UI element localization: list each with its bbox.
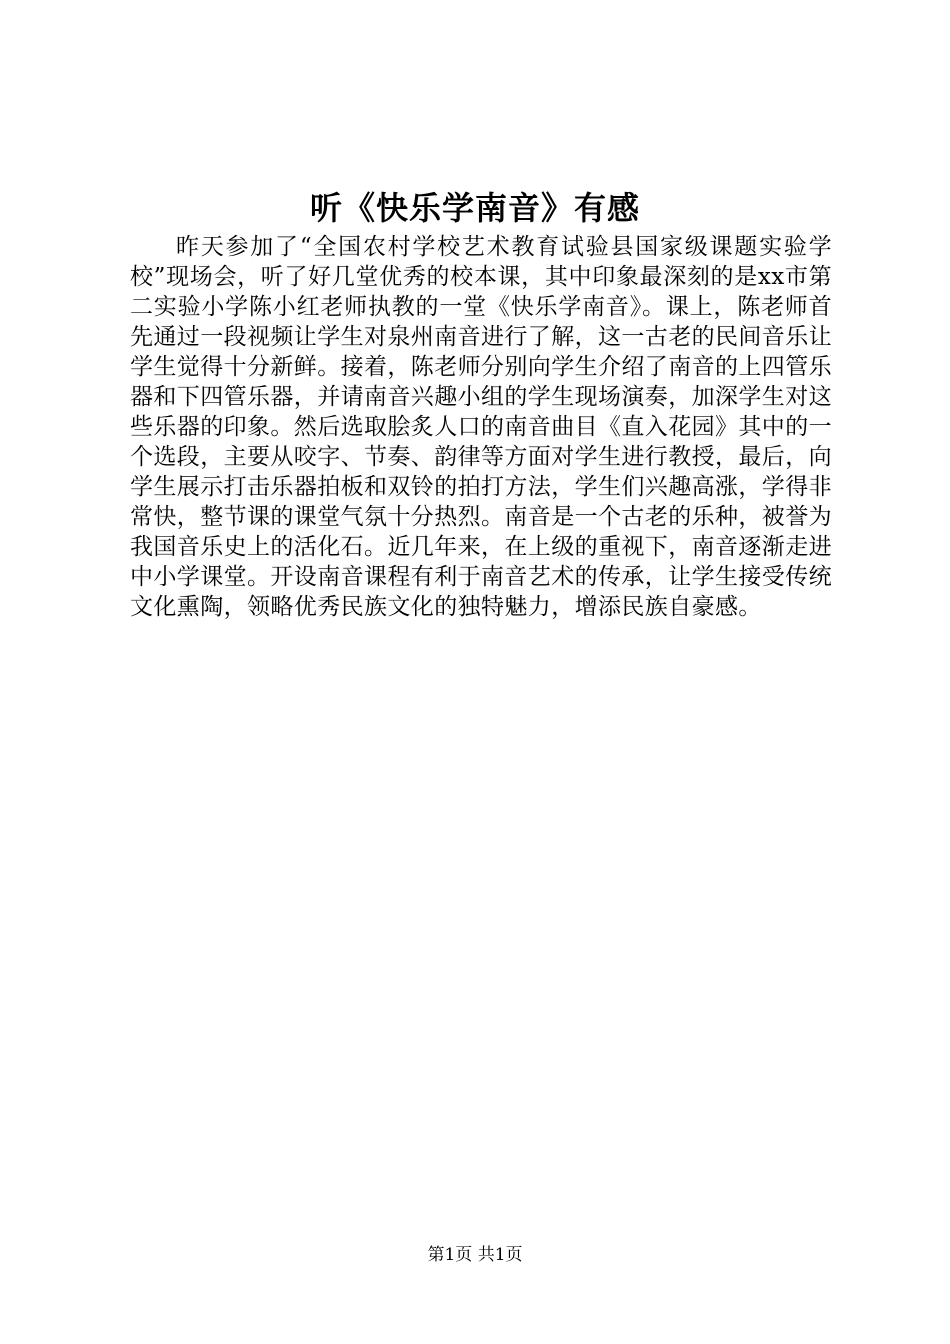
- document-body-paragraph: 昨天参加了“全国农村学校艺术教育试验县国家级课题实验学校”现场会，听了好几堂优秀的校本课，其中印象最深刻的是xx市第二实验小学陈小红老师执教的一堂《快乐学南音》。课上，陈老师首先通过一段视频让学生对泉州南音进行了解，这一古老的民间音乐让学生觉得十分新鲜。接着，陈老师分别向学生介绍了南音的上四管乐器和下四管乐器，并请南音兴趣小组的学生现场演奏，加深学生对这些乐器的印象。然后选取脍炙人口的南音曲目《直入花园》其中的一个选段，主要从咬字、节奏、韵律等方面对学生进行教授，最后，向学生展示打击乐器拍板和双铃的拍打方法，学生们兴趣高涨，学得非常快，整节课的课堂气氛十分热烈。南音是一个古老的乐种，被誉为我国音乐史上的活化石。近几年来，在上级的重视下，南音逐渐走进中小学课堂。开设南音课程有利于南音艺术的传承，让学生接受传统文化熏陶，领略优秀民族文化的独特魅力，增添民族自豪感。: [130, 234, 832, 620]
- page-footer: 第1页 共1页: [427, 1245, 523, 1265]
- document-title: 听《快乐学南音》有感: [309, 189, 640, 227]
